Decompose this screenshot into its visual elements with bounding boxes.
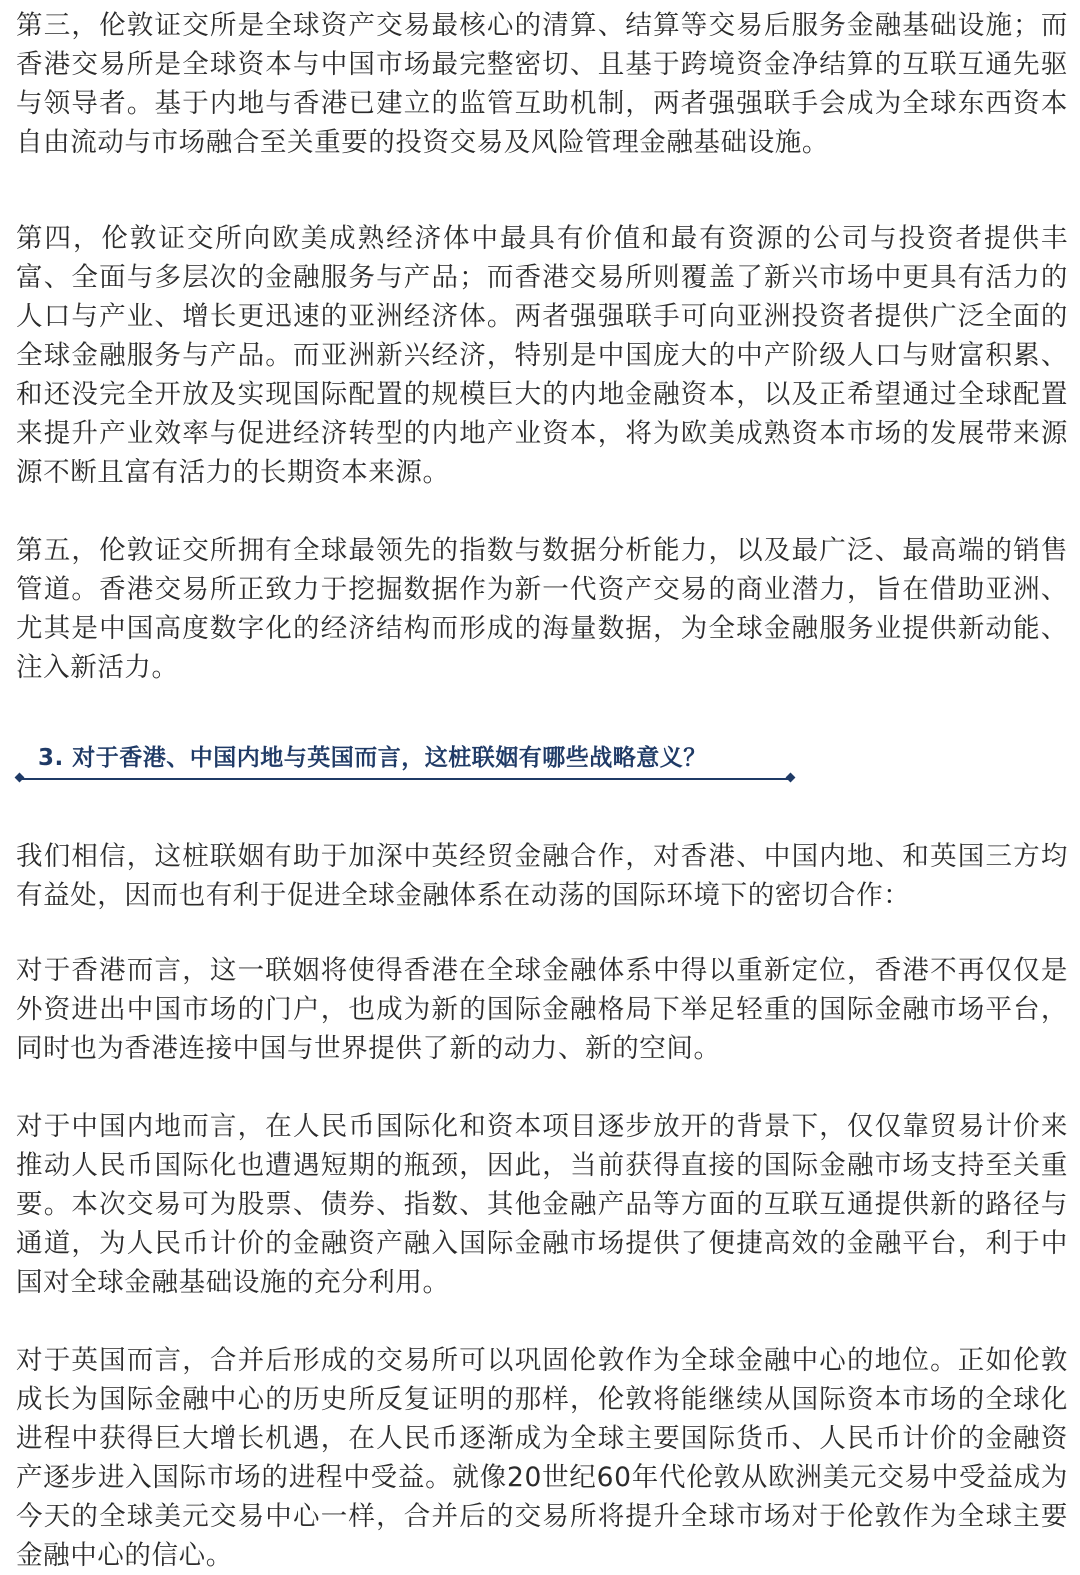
paragraph-fifth-point: 第五，伦敦证交所拥有全球最领先的指数与数据分析能力，以及最广泛、最高端的销售管道。香港交易所正致力于挖掘数据作为新一代资产交易的商业潜力，旨在借助亚洲、尤其是中国高度数字化的经济结构而形成的海量数据，为全球金融服务业提供新动能、注入新活力。 <box>16 535 1068 683</box>
section-heading-title: 3. 对于香港、中国内地与英国而言，这桩联姻有哪些战略意义？ <box>38 745 707 771</box>
paragraph-intro-belief: 我们相信，这桩联姻有助于加深中英经贸金融合作，对香港、中国内地、和英国三方均有益处，因而也有利于促进全球金融体系在动荡的国际环境下的密切合作： <box>16 841 1068 911</box>
paragraph-fourth-point: 第四，伦敦证交所向欧美成熟经济体中最具有价值和最有资源的公司与投资者提供丰富、全面与多层次的金融服务与产品；而香港交易所则覆盖了新兴市场中更具有活力的人口与产业、增长更迅速的亚洲经济体。两者强强联手可向亚洲投资者提供广泛全面的全球金融服务与产品。而亚洲新兴经济，特别是中国庞大的中产阶级人口与财富积累、和还没完全开放及实现国际配置的规模巨大的内地金融资本，以及正希望通过全球配置来提升产业效率与促进经济转型的内地产业资本，将为欧美成熟资本市场的发展带来源源不断且富有活力的长期资本来源。 <box>16 223 1068 488</box>
underline-left-diamond <box>15 773 25 783</box>
paragraph-united-kingdom: 对于英国而言，合并后形成的交易所可以巩固伦敦作为全球金融中心的地位。正如伦敦成长为国际金融中心的历史所反复证明的那样，伦敦将能继续从国际资本市场的全球化进程中获得巨大增长机遇，在人民币逐渐成为全球主要国际货币、人民币计价的金融资产逐步进入国际市场的进程中受益。就像20世纪60年代伦敦从欧洲美元交易中受益成为今天的全球美元交易中心一样，合并后的交易所将提升全球市场对于伦敦作为全球主要金融中心的信心。 <box>16 1345 1068 1571</box>
underline-right-diamond <box>786 773 796 783</box>
paragraph-hong-kong: 对于香港而言，这一联姻将使得香港在全球金融体系中得以重新定位，香港不再仅仅是外资进出中国市场的门户，也成为新的国际金融格局下举足轻重的国际金融市场平台，同时也为香港连接中国与世界提供了新的动力、新的空间。 <box>16 955 1068 1064</box>
paragraph-third-point: 第三，伦敦证交所是全球资产交易最核心的清算、结算等交易后服务金融基础设施；而香港交易所是全球资本与中国市场最完整密切、且基于跨境资金净结算的互联互通先驱与领导者。基于内地与香港已建立的监管互助机制，两者强强联手会成为全球东西资本自由流动与市场融合至关重要的投资交易及风险管理金融基础设施。 <box>16 10 1068 158</box>
heading-underline <box>19 778 789 780</box>
section-heading <box>16 740 796 786</box>
paragraph-mainland-china: 对于中国内地而言，在人民币国际化和资本项目逐步放开的背景下，仅仅靠贸易计价来推动人民币国际化也遭遇短期的瓶颈，因此，当前获得直接的国际金融市场支持至关重要。本次交易可为股票、债券、指数、其他金融产品等方面的互联互通提供新的路径与通道，为人民币计价的金融资产融入国际金融市场提供了便捷高效的金融平台，利于中国对全球金融基础设施的充分利用。 <box>16 1111 1068 1298</box>
